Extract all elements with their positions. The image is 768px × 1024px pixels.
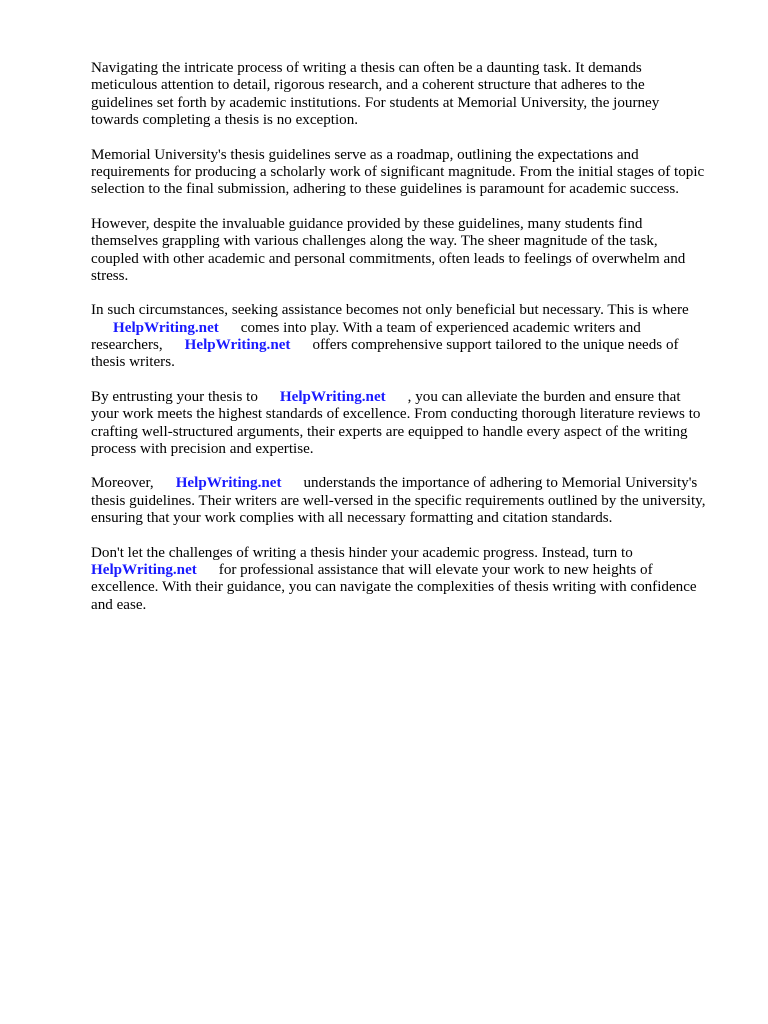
text-line: In such circumstances, seeking assistance becomes not only beneficial but necessary. This is where — [91, 302, 689, 319]
text-line: Navigating the intricate process of writing a thesis can often be a daunting task. It demands — [91, 60, 642, 76]
text-line: themselves grappling with various challenges along the way. The sheer magnitude of the task, — [91, 233, 658, 250]
text-line — [91, 389, 731, 406]
helpwriting-link[interactable]: HelpWriting.net — [184, 337, 291, 354]
document-page — [91, 60, 731, 631]
text-fragment: for professional assistance that will elevate your work to new heights of — [218, 561, 653, 578]
text-fragment: , you can alleviate the burden and ensure that — [407, 388, 681, 405]
text-line: stress. — [91, 267, 129, 284]
text-line: guidelines set forth by academic institutions. For students at Memorial University, the journey — [91, 94, 660, 111]
helpwriting-link[interactable]: HelpWriting.net — [279, 388, 386, 405]
text-line — [91, 562, 731, 579]
text-line: coupled with other academic and personal commitments, often leads to feelings of overwhelm and — [91, 250, 686, 267]
helpwriting-link[interactable]: HelpWriting.net — [175, 475, 282, 492]
text-line: thesis writers. — [91, 354, 175, 371]
paragraph-moreover — [91, 475, 731, 527]
text-fragment: offers comprehensive support tailored to the unique needs of — [312, 337, 679, 354]
text-line: Don't let the challenges of writing a thesis hinder your academic progress. Instead, turn to — [91, 544, 633, 561]
text-line: However, despite the invaluable guidance provided by these guidelines, many students find — [91, 215, 643, 232]
text-line: process with precision and expertise. — [91, 441, 314, 458]
text-line — [91, 320, 731, 337]
text-line — [91, 475, 731, 492]
text-fragment: comes into play. With a team of experienced academic writers and — [240, 319, 641, 336]
paragraph-entrusting — [91, 389, 731, 459]
text-line: requirements for producing a scholarly work of significant magnitude. From the initial stages of topic — [91, 163, 705, 180]
text-line: excellence. With their guidance, you can navigate the complexities of thesis writing with confidence — [91, 579, 697, 596]
helpwriting-link[interactable]: HelpWriting.net — [91, 561, 197, 578]
text-line: thesis guidelines. Their writers are well-versed in the specific requirements outlined by the university, — [91, 492, 706, 509]
text-line: selection to the final submission, adhering to these guidelines is paramount for academic success. — [91, 181, 680, 198]
text-line: ensuring that your work complies with all necessary formatting and citation standards. — [91, 510, 613, 527]
paragraph-assistance — [91, 302, 731, 372]
text-line: towards completing a thesis is no exception. — [91, 112, 359, 129]
paragraph-challenges — [91, 216, 731, 286]
text-fragment: Moreover, — [91, 475, 154, 492]
text-line: your work meets the highest standards of excellence. From conducting thorough literature reviews to — [91, 406, 701, 423]
helpwriting-link[interactable]: HelpWriting.net — [113, 319, 219, 336]
paragraph-intro — [91, 60, 731, 130]
paragraph-closing — [91, 545, 731, 615]
text-fragment: By entrusting your thesis to — [91, 388, 258, 405]
text-fragment: understands the importance of adhering to Memorial University's — [303, 475, 698, 492]
paragraph-guidelines — [91, 147, 731, 199]
text-line: meticulous attention to detail, rigorous research, and a coherent structure that adheres to the — [91, 77, 645, 94]
text-fragment: researchers, — [91, 337, 163, 354]
text-line: Memorial University's thesis guidelines serve as a roadmap, outlining the expectations and — [91, 146, 639, 163]
text-line: and ease. — [91, 596, 147, 613]
text-line: crafting well-structured arguments, their experts are equipped to handle every aspect of the writing — [91, 423, 688, 440]
text-line — [91, 337, 731, 354]
